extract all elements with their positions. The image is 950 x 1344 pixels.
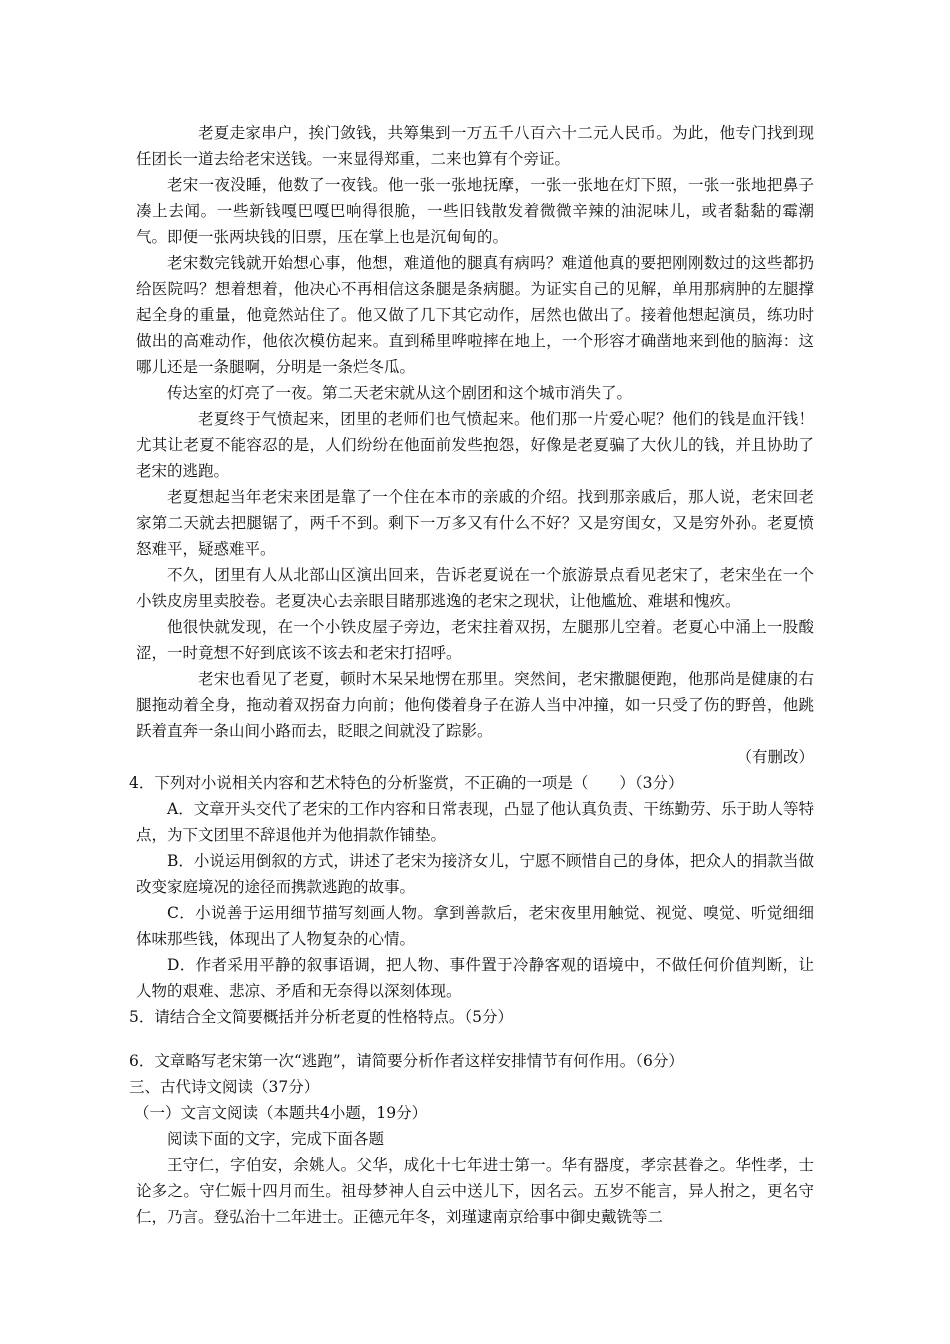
section-title: 三、古代诗文阅读（37分） [129, 1078, 320, 1096]
question-4-option-b: B．小说运用倒叙的方式，讲述了老宋为接济女儿，宁愿不顾惜自己的身体，把众人的捐款当做改变家庭境况的途径而携款逃跑的故事。 [136, 852, 814, 896]
page-content [129, 120, 814, 1230]
story-paragraph: 老宋数完钱就开始想心事，他想，难道他的腿真有病吗？难道他真的要把刚刚数过的这些都扔给医院吗？想着想着，他决心不再相信这条腿是条病腿。为证实自己的见解，单用那病肿的左腿撑起全身的重量，他竟然站住了。他又做了几下其它动作，居然也做出了。接着他想起演员，练功时做出的高难动作，他依次模仿起来。直到稀里哗啦摔在地上，一个形容才确凿地来到他的脑海：这哪儿还是一条腿啊，分明是一条烂冬瓜。 [136, 254, 814, 376]
story-paragraph: 他很快就发现，在一个小铁皮屋子旁边，老宋拄着双拐，左腿那儿空着。老夏心中涌上一股酸涩，一时竟想不好到底该不该去和老宋打招呼。 [136, 618, 814, 662]
question-6: 6．文章略写老宋第一次“逃跑”，请简要分析作者这样安排情节有何作用。（6分） [129, 1052, 684, 1070]
question-4-option-a: A．文章开头交代了老宋的工作内容和日常表现，凸显了他认真负责、干练勤劳、乐于助人等特点，为下文团里不辞退他并为他捐款作铺垫。 [136, 800, 814, 844]
story-paragraph: 老夏终于气愤起来，团里的老师们也气愤起来。他们那一片爱心呢？他们的钱是血汗钱！尤其让老夏不能容忍的是，人们纷纷在他面前发些抱怨，好像是老夏骗了大伙儿的钱，并且协助了老宋的逃跑。 [136, 410, 814, 480]
story-paragraph: 老夏想起当年老宋来团是靠了一个住在本市的亲戚的介绍。找到那亲戚后，那人说，老宋回老家第二天就去把腿锯了，两千不到。剩下一万多又有什么不好？又是穷闺女，又是穷外孙。老夏愤怒难平，疑惑难平。 [136, 488, 814, 558]
subsection-title: （一）文言文阅读（本题共4小题，19分） [134, 1104, 428, 1122]
reading-instruction: 阅读下面的文字，完成下面各题 [167, 1130, 385, 1148]
story-paragraph: 不久，团里有人从北部山区演出回来，告诉老夏说在一个旅游景点看见老宋了，老宋坐在一个小铁皮房里卖胶卷。老夏决心去亲眼目睹那逃逸的老宋之现状，让他尴尬、难堪和愧疚。 [136, 566, 814, 610]
question-4-option-d: D．作者采用平静的叙事语调，把人物、事件置于冷静客观的语境中，不做任何价值判断，让人物的艰难、悲凉、矛盾和无奈得以深刻体现。 [136, 956, 814, 1000]
question-5: 5．请结合全文简要概括并分析老夏的性格特点。（5分） [129, 1008, 513, 1026]
story-paragraph: 老宋也看见了老夏，顿时木呆呆地愣在那里。突然间，老宋撒腿便跑，他那尚是健康的右腿拖动着全身，拖动着双拐奋力向前；他佝偻着身子在游人当中冲撞，如一只受了伤的野兽，他跳跃着直奔一条山间小路而去，眨眼之间就没了踪影。 [136, 670, 814, 740]
question-4-stem: 4．下列对小说相关内容和艺术特色的分析鉴赏，不正确的一项是（ ）（3分） [129, 774, 684, 792]
story-paragraph: 老宋一夜没睡，他数了一夜钱。他一张一张地抚摩，一张一张地在灯下照，一张一张地把鼻子凑上去闻。一些新钱嘎巴嘎巴响得很脆，一些旧钱散发着微微辛辣的油泥味儿，或者黏黏的霉潮气。即便一张两块钱的旧票，压在掌上也是沉甸甸的。 [136, 176, 814, 246]
answer-space [136, 1030, 814, 1048]
edit-note: （有删改） [736, 748, 814, 766]
story-paragraph: 传达室的灯亮了一夜。第二天老宋就从这个剧团和这个城市消失了。 [167, 384, 633, 402]
story-paragraph: 老夏走家串户，挨门敛钱，共筹集到一万五千八百六十二元人民币。为此，他专门找到现任团长一道去给老宋送钱。一来显得郑重，二来也算有个旁证。 [136, 124, 814, 168]
question-4-option-c: C．小说善于运用细节描写刻画人物。拿到善款后，老宋夜里用触觉、视觉、嗅觉、听觉细细体味那些钱，体现出了人物复杂的心情。 [136, 904, 814, 948]
classical-passage: 王守仁，字伯安，余姚人。父华，成化十七年进士第一。华有器度，孝宗甚眷之。华性孝，士论多之。守仁娠十四月而生。祖母梦神人自云中送儿下，因名云。五岁不能言，异人拊之，更名守仁，乃言。登弘治十二年进士。正德元年冬，刘瑾逮南京给事中御史戴铣等二 [136, 1156, 814, 1226]
